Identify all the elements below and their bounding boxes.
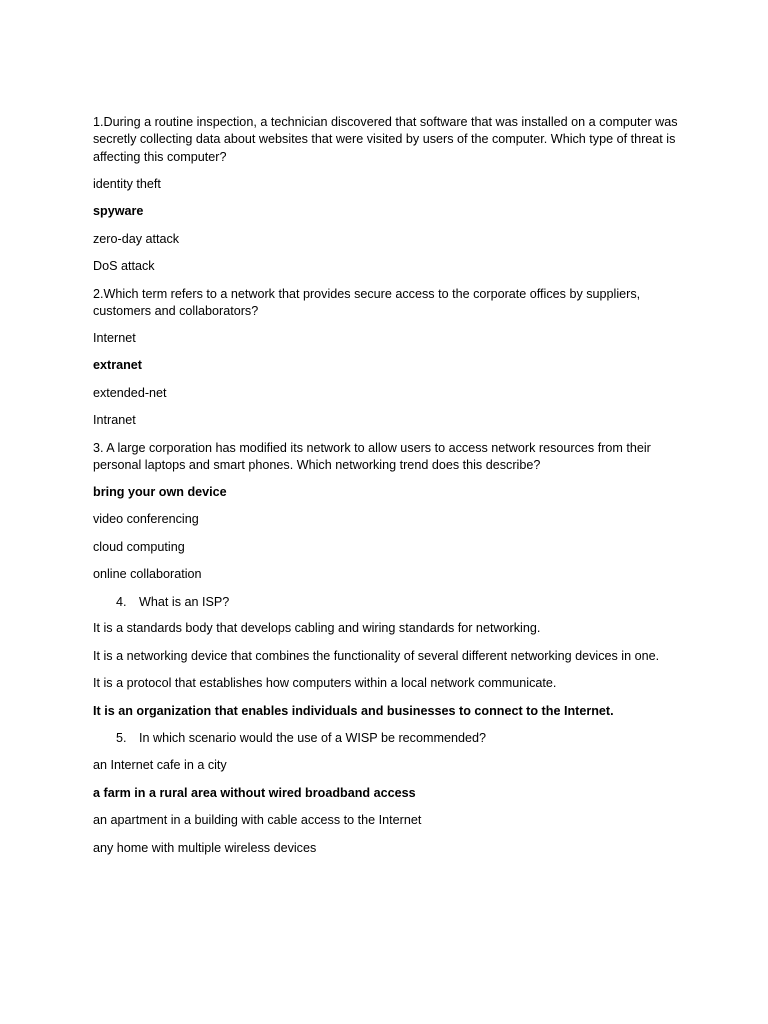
answer-option: Internet bbox=[93, 330, 136, 345]
answer-option: any home with multiple wireless devices bbox=[93, 840, 317, 855]
correct-answer-option: extranet bbox=[93, 358, 142, 373]
answer-option: an apartment in a building with cable access to the Internet bbox=[93, 813, 422, 828]
answer-option: It is a protocol that establishes how computers within a local network communicate. bbox=[93, 676, 557, 691]
answer-option: zero-day attack bbox=[93, 231, 180, 246]
question-5 bbox=[116, 730, 683, 747]
question-4 bbox=[116, 594, 683, 611]
answer-option: video conferencing bbox=[93, 512, 199, 527]
correct-answer-option: bring your own device bbox=[93, 484, 227, 499]
answer-option: Intranet bbox=[93, 413, 136, 428]
answer-option: cloud computing bbox=[93, 539, 185, 554]
correct-answer-option: spyware bbox=[93, 204, 144, 219]
answer-option: DoS attack bbox=[93, 259, 155, 274]
answer-option: identity theft bbox=[93, 176, 161, 191]
question-number: 5. bbox=[116, 731, 127, 746]
question-4-text: What is an ISP? bbox=[139, 594, 230, 609]
question-number: 4. bbox=[116, 594, 127, 609]
answer-option: It is a standards body that develops cabling and wiring standards for networking. bbox=[93, 621, 541, 636]
correct-answer-option: a farm in a rural area without wired broadband access bbox=[93, 785, 416, 800]
answer-option: an Internet cafe in a city bbox=[93, 758, 227, 773]
question-5-text: In which scenario would the use of a WISP be recommended? bbox=[139, 731, 486, 746]
answer-option: It is a networking device that combines the functionality of several different networking devices in one. bbox=[93, 648, 660, 663]
answer-option: extended-net bbox=[93, 385, 167, 400]
question-2-text: 2.Which term refers to a network that provides secure access to the corporate offices by suppliers, customers and collaborators? bbox=[93, 286, 641, 318]
answer-option: online collaboration bbox=[93, 567, 202, 582]
question-3-text: 3. A large corporation has modified its network to allow users to access network resources from their personal laptops and smart phones. Which networking trend does this describe? bbox=[93, 440, 651, 473]
document-page bbox=[93, 114, 683, 867]
correct-answer-option: It is an organization that enables individuals and businesses to connect to the Internet. bbox=[93, 703, 614, 718]
question-1-text: 1.During a routine inspection, a technician discovered that software that was installed on a computer was secretly collecting data about websites that were visited by users of the computer. Which type of threat is affecting this computer? bbox=[93, 115, 678, 164]
